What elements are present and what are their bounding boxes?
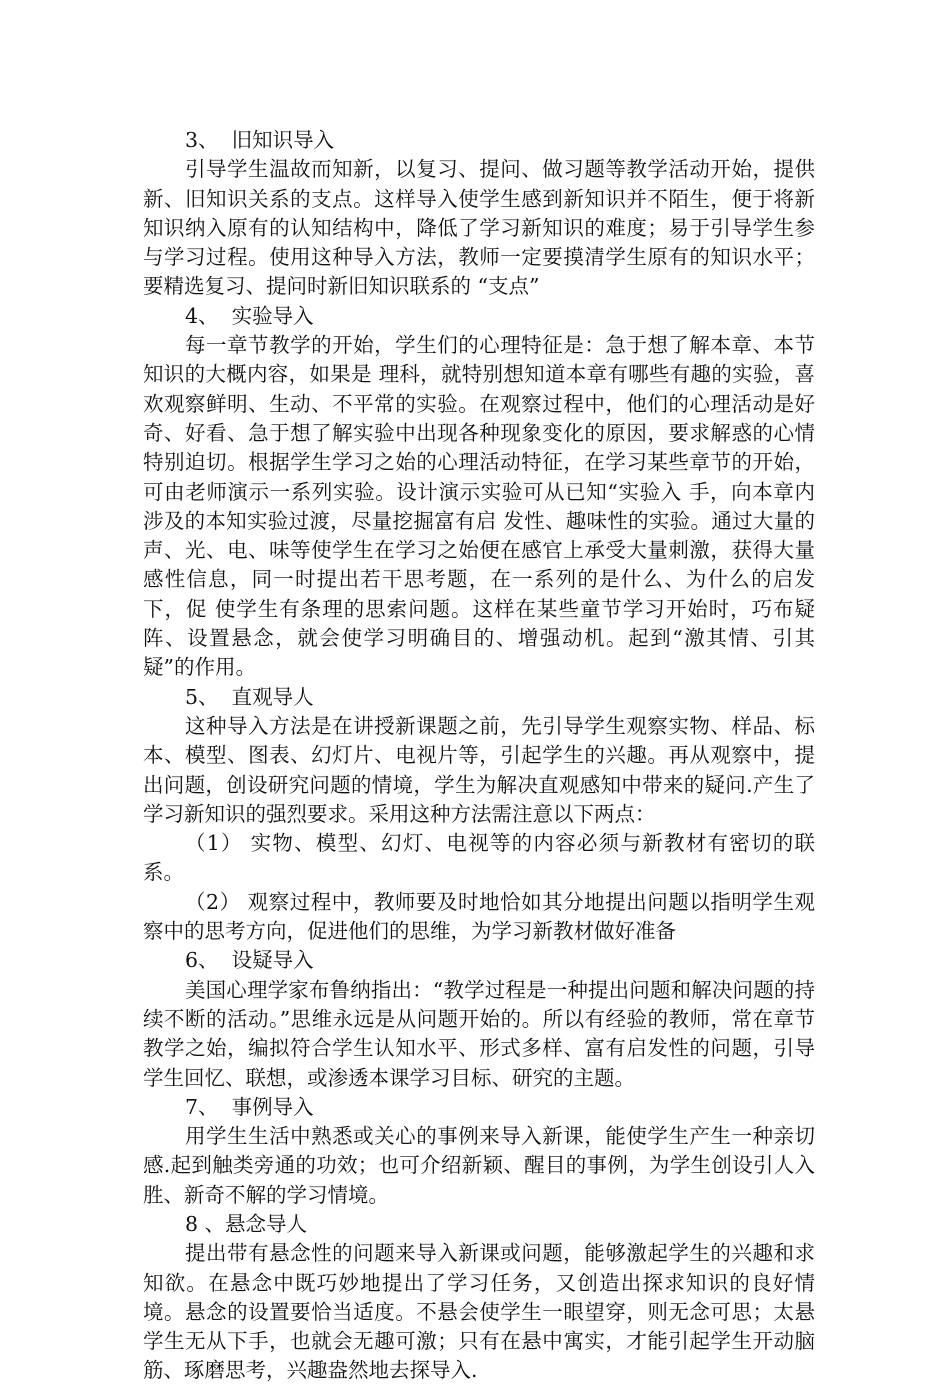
section-heading-3: 3、 旧知识导入 (185, 128, 335, 152)
section-paragraph-4: 每一章节教学的开始，学生们的心理特征是：急于想了解本章、本节知识的大概内容，如果是 理科，就特别想知道本章有哪些有趣的实验，喜欢观察鲜明、生动、不平常的实验。在观察过程中，他们的心理活动是好奇、好看、急于想了解实验中出现各种现象变化的原因，要求解惑的心情特别迫切。根据学生学习之始的心理活动特征，在学习某些章节的开始，可由老师演示一系列实验。设计演示实验可从已知“实验入 手，向本章内涉及的本知实验过渡，尽量挖掘富有启 发性、趣味性的实验。通过大量的声、光、电、味等使学生在学习之始便在感官上承受大量刺激，获得大量感性信息，同一时提出若干思考题，在一系列的是什么、为什么的启发下，促 使学生有条理的思索问题。这样在某些童节学习开始时，巧布疑阵、设置悬念，就会使学习明确目的、增强动机。起到“激其情、引其疑”的作用。 (143, 333, 815, 680)
list-item-2: （2） 观察过程中，教师要及时地恰如其分地提出问题以指明学生观察中的思考方向，促进他们的思维，为学习新教材做好准备 (143, 889, 815, 944)
section-paragraph-7: 用学生生活中熟悉或关心的事例来导入新课，能使学生产生一种亲切感.起到触类旁通的功效；也可介绍新颖、醒目的事例，为学生创设引人入胜、新奇不解的学习情境。 (143, 1124, 815, 1207)
section-heading-8: 8 、悬念导人 (185, 1211, 308, 1236)
section-heading-4: 4、 实验导入 (185, 303, 314, 328)
section-heading-6: 6、 设疑导入 (185, 948, 314, 973)
section-paragraph-6: 美国心理学家布鲁纳指出：“教学过程是一种提出问题和解决问题的持续不断的活动。”思维永远是从问题开始的。所以有经验的教师，常在章节教学之始，编拟符合学生认知水平、形式多样、富有启发性的问题，引导学生回忆、联想，或渗透本课学习目标、研究的主题。 (143, 977, 815, 1090)
section-paragraph-5: 这种导入方法是在讲授新课题之前，先引导学生观察实物、样品、标本、模型、图表、幻灯片、电视片等，引起学生的兴趣。再从观察中，提出问题，创设研究问题的情境，学生为解决直观感知中带来的疑问.产生了学习新知识的强烈要求。采用这种方法需注意以下两点： (143, 713, 815, 826)
section-heading-7: 7、 事例导入 (185, 1094, 314, 1119)
section-paragraph-8: 提出带有悬念性的问题来导入新课或问题，能够激起学生的兴趣和求知欲。在悬念中既巧妙地提出了学习任务，又创造出探求知识的良好情境。悬念的设置要恰当适度。不悬会使学生一眼望穿，则无念可思；太悬学生无从下手，也就会无趣可激；只有在悬中寓实，才能引起学生开动脑筋、琢磨思考，兴趣盎然地去探导入. (143, 1241, 815, 1383)
document-body (143, 126, 815, 1386)
section-heading-5: 5、 直观导人 (185, 684, 314, 709)
list-item-1: （1） 实物、模型、幻灯、电视等的内容必须与新教材有密切的联系。 (143, 831, 815, 885)
section-paragraph-3: 引导学生温故而知新，以复习、提问、做习题等教学活动开始，提供新、旧知识关系的支点。这样导入使学生感到新知识并不陌生，便于将新知识纳入原有的认知结构中，降低了学习新知识的难度；易于引导学生参与学习过程。使用这种导入方法，教师一定要摸清学生原有的知识水平；要精选复习、提问时新旧知识联系的 “支点” (143, 157, 815, 299)
